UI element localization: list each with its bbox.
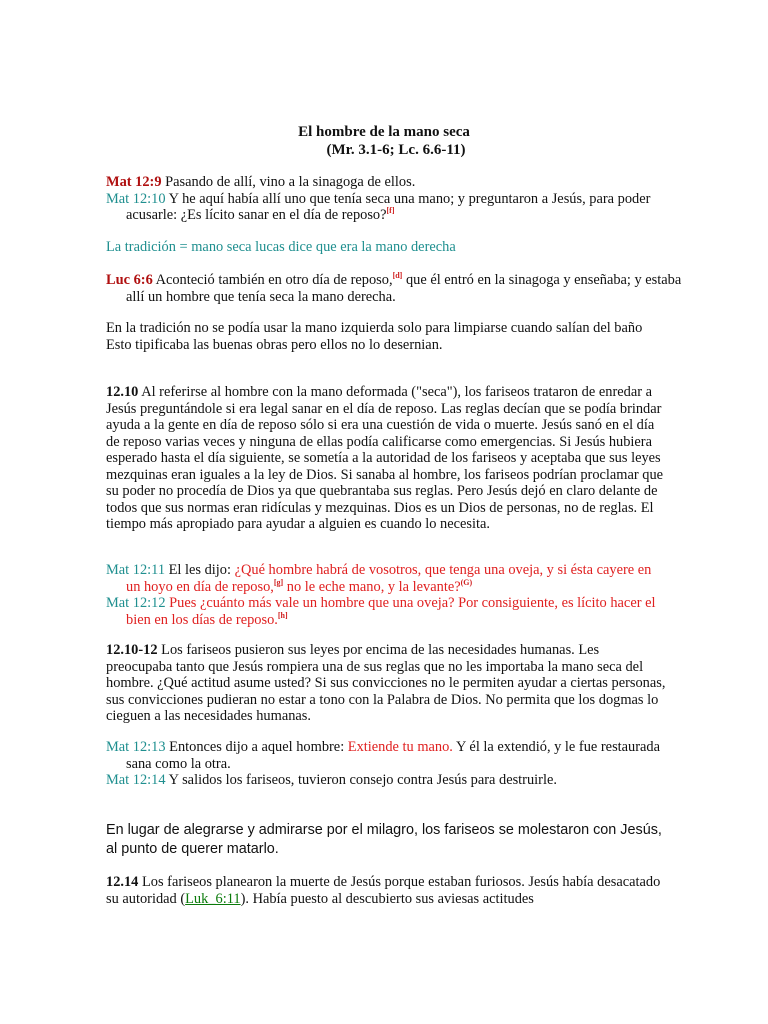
verse-mat-12-12: [106, 595, 666, 628]
verse-mat-12-9: [106, 174, 666, 191]
commentary-text: ). Había puesto al descubierto sus aviesas actitudes: [240, 890, 534, 907]
miracle-reaction-note: En lugar de alegrarse y admirarse por el milagro, los fariseos se molestaron con Jesús, al punto de querer matarlo.: [106, 822, 662, 857]
verse-luc-6-6: [106, 272, 686, 305]
commentary-text: Los fariseos pusieron sus leyes por encima de las necesidades humanas. Les preocupaba tanto que Jesús rompiera una de sus reglas que no les importaba la mano seca del hombre. ¿Qué actitud asume usted? Si sus convicciones no le permiten ayudar a ciertas personas, sus convicciones pudieran no estar a tono con la Palabra de Dios. No permita que los dogmas lo cieguen a las necesidades humanas.: [106, 642, 666, 724]
document-title: El hombre de la mano seca: [298, 124, 470, 140]
verse-ref[interactable]: Mat 12:14: [106, 772, 166, 788]
commentary-12-10: [106, 384, 666, 533]
commentary-12-14: [106, 874, 666, 907]
verse-ref[interactable]: Mat 12:13: [106, 739, 166, 755]
footnote-marker[interactable]: [d]: [392, 271, 403, 281]
footnote-marker[interactable]: [h]: [277, 610, 288, 620]
jesus-words: Extiende tu mano.: [347, 739, 453, 755]
explanation-line-2: Esto tipificaba las buenas obras pero ellos no lo desernian.: [106, 336, 443, 353]
verse-mat-12-10: [106, 191, 666, 224]
cross-reference-marker[interactable]: (G): [460, 577, 473, 587]
verse-text: Pasando de allí, vino a la sinagoga de ellos.: [161, 174, 416, 190]
footnote-marker[interactable]: [f]: [386, 206, 395, 216]
verse-ref[interactable]: Mat 12:10: [106, 190, 166, 207]
explanation-line-1: En la tradición no se podía usar la mano izquierda solo para limpiarse cuando salían del baño: [106, 320, 643, 336]
commentary-ref: 12.10-12: [106, 642, 158, 658]
verse-text: Aconteció también en otro día de reposo,: [152, 272, 393, 288]
verse-text: Y salidos los fariseos, tuvieron consejo contra Jesús para destruirle.: [165, 772, 557, 788]
verse-mat-12-13: [106, 739, 666, 772]
verse-text: Entonces dijo a aquel hombre:: [165, 739, 348, 755]
verse-block-3: [106, 739, 666, 789]
verse-ref[interactable]: Mat 12:11: [106, 562, 166, 578]
commentary-12-10-12: [106, 642, 666, 725]
commentary-text: Al referirse al hombre con la mano deformada ("seca"), los fariseos trataron de enredar a Jesús preguntándole si era legal sanar en el día de reposo. Las reglas decían que se podía brindar ayuda a la gente en día de reposo sólo si era una cuestión de vida o muerte. Jesús sanó en el día de reposo varias veces y ninguna de ellas podía calificarse como emergencias. Si Jesús hubiera esperado hasta el día siguiente, se sometía a la autoridad de los fariseos y aceptaba que sus leyes mezquinas eran iguales a la ley de Dios. Si sanaba al hombre, los fariseos podrían proclamar que su poder no procedía de Dios ya que quebrantaba sus reglas. Pero Jesús dejó en claro delante de todos que sus normas eran ridículas y mezquinas. Dios es un Dios de personas, no de reglas. El tiempo más apropiado para ayudar a alguien es cuando lo necesita.: [106, 384, 664, 532]
commentary-ref: 12.14: [106, 874, 139, 890]
verse-ref[interactable]: Luc 6:6: [106, 272, 153, 288]
verse-block-1: [106, 174, 666, 224]
scripture-link-luk-6-11[interactable]: Luk_6:11: [185, 890, 241, 907]
footnote-marker[interactable]: [g]: [273, 577, 284, 587]
document-subtitle: (Mr. 3.1-6; Lc. 6.6-11): [326, 142, 466, 158]
verse-mat-12-11: [106, 562, 666, 595]
verse-ref[interactable]: Mat 12:12: [106, 595, 166, 611]
verse-text: que él entró en la sinagoga y enseñaba; y estaba allí un hombre que tenía seca la mano derecha.: [126, 272, 682, 305]
verse-text: Y he aquí había allí uno que tenía seca una mano; y preguntaron a Jesús, para poder acusarle: ¿Es lícito sanar en el día de reposo?: [126, 190, 651, 223]
verse-text: El les dijo:: [165, 562, 235, 578]
verse-ref: Mat 12:9: [106, 174, 162, 190]
verse-mat-12-14: [106, 772, 666, 789]
commentary-text: Los fariseos planearon la muerte de Jesús porque estaban furiosos. Jesús había desacatado su autoridad (: [106, 874, 661, 907]
tradition-note: La tradición = mano seca lucas dice que era la mano derecha: [106, 239, 456, 255]
jesus-words: Pues ¿cuánto más vale un hombre que una oveja? Por consiguiente, es lícito hacer el bien en los días de reposo.: [126, 595, 656, 628]
tradition-explanation: [106, 320, 666, 353]
jesus-words: ¿Qué hombre habrá de vosotros, que tenga una oveja, y si ésta cayere en un hoyo en día de reposo,: [126, 562, 652, 595]
commentary-ref: 12.10: [106, 384, 139, 400]
verse-text: Y él la extendió, y le fue restaurada sana como la otra.: [126, 739, 661, 772]
verse-block-2: [106, 562, 666, 628]
jesus-words: no le eche mano, y la levante?: [283, 578, 461, 595]
